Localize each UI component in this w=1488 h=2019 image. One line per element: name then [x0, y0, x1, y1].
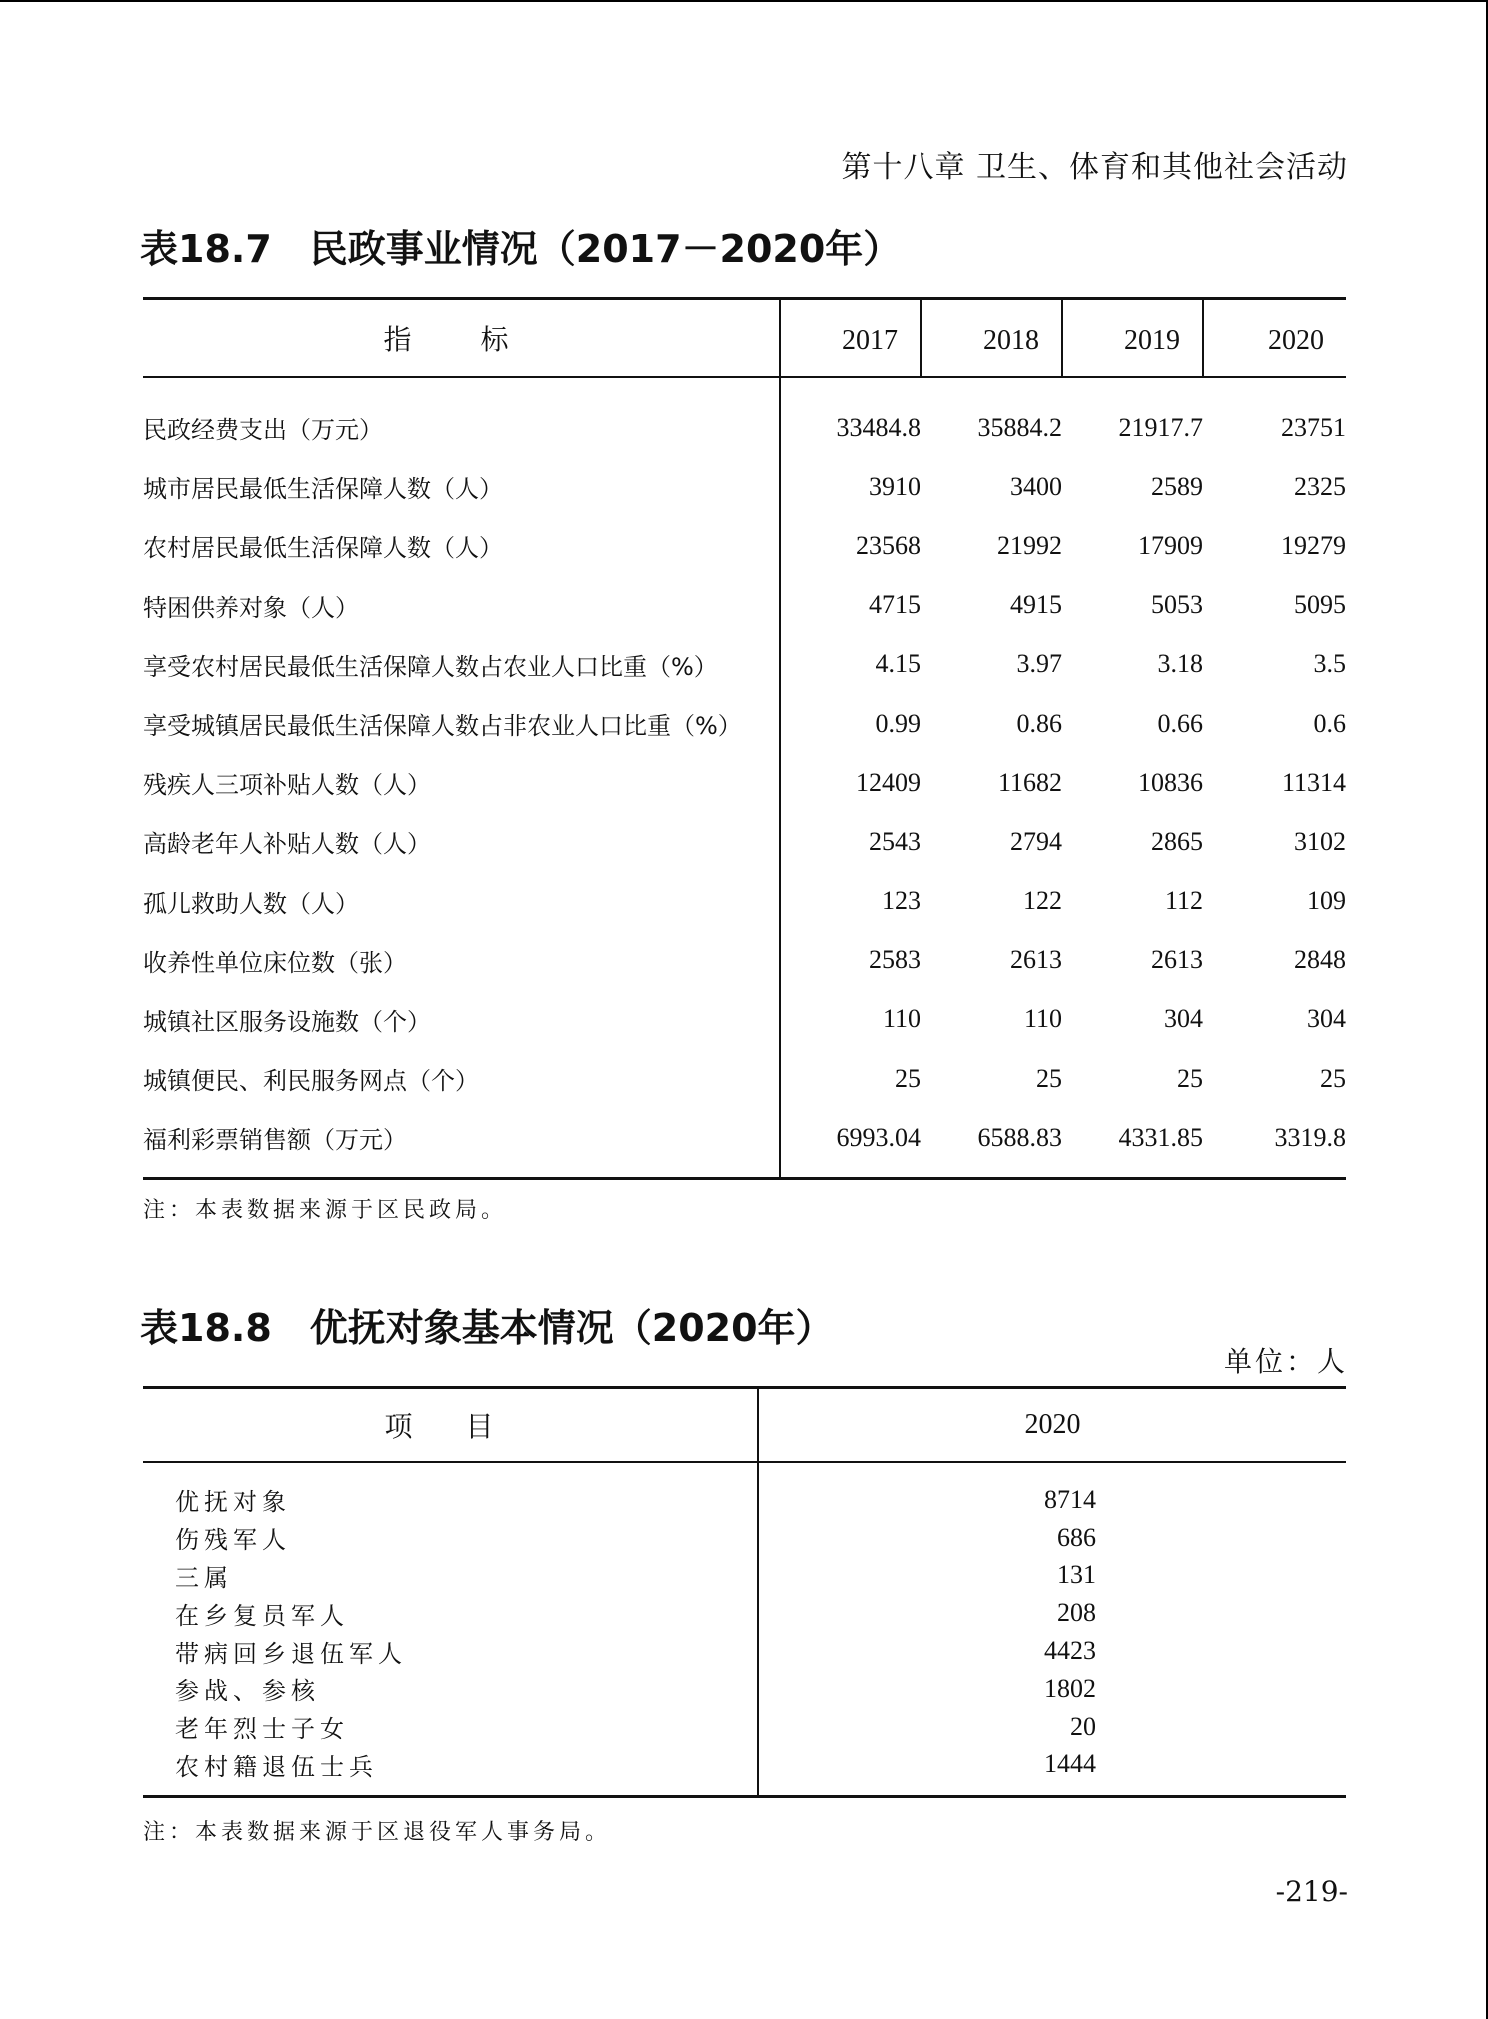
row-label: 伤残军人 — [143, 1519, 758, 1557]
cell-value: 123 — [882, 886, 921, 916]
special-care-table — [143, 1386, 1346, 1798]
row-label: 城镇便民、利民服务网点（个） — [143, 1049, 780, 1108]
table-row — [143, 1746, 1346, 1797]
row-label: 城镇社区服务设施数（个） — [143, 990, 780, 1049]
cell-value: 2325 — [1294, 471, 1346, 501]
year-header: 2020 — [758, 1388, 1346, 1463]
row-label: 享受城镇居民最低生活保障人数占非农业人口比重（%） — [143, 694, 780, 753]
table-row — [143, 1708, 1346, 1746]
row-label: 特困供养对象（人） — [143, 576, 780, 635]
table-row — [143, 1670, 1346, 1708]
table2-title — [140, 1297, 834, 1352]
table-row — [143, 635, 1346, 694]
cell-value: 2613 — [1151, 945, 1203, 975]
row-label: 老年烈士子女 — [143, 1708, 758, 1746]
cell-value: 21992 — [997, 530, 1062, 560]
table1-number: 表18.7 — [140, 227, 272, 271]
row-label: 孤儿救助人数（人） — [143, 872, 780, 931]
cell-value: 2583 — [869, 945, 921, 975]
year-header: 2017 — [780, 299, 921, 378]
cell-value: 1444 — [1044, 1749, 1096, 1779]
cell-value: 8714 — [1044, 1484, 1096, 1514]
row-label: 优抚对象 — [143, 1462, 758, 1519]
cell-value: 1802 — [1044, 1673, 1096, 1703]
cell-value: 3102 — [1294, 826, 1346, 856]
row-label: 享受农村居民最低生活保障人数占农业人口比重（%） — [143, 635, 780, 694]
cell-value: 4915 — [1010, 590, 1062, 620]
cell-value: 0.86 — [1016, 708, 1062, 738]
cell-value: 21917.7 — [1118, 412, 1203, 442]
cell-value: 2794 — [1010, 826, 1062, 856]
table1-title-text: 民政事业情况（2017－2020年） — [309, 227, 902, 271]
cell-value: 11682 — [997, 767, 1062, 797]
cell-value: 0.99 — [875, 708, 921, 738]
cell-value: 23751 — [1281, 412, 1346, 442]
row-label: 农村居民最低生活保障人数（人） — [143, 516, 780, 575]
table-row — [143, 457, 1346, 516]
table2-title-text: 优抚对象基本情况（2020年） — [309, 1306, 834, 1350]
table-row — [143, 990, 1346, 1049]
civil-affairs-table — [143, 297, 1346, 1180]
cell-value: 10836 — [1138, 767, 1203, 797]
year-header: 2019 — [1062, 299, 1203, 378]
cell-value: 19279 — [1281, 530, 1346, 560]
table-row — [143, 1049, 1346, 1108]
cell-value: 12409 — [856, 767, 921, 797]
row-label: 收养性单位床位数（张） — [143, 931, 780, 990]
cell-value: 0.66 — [1157, 708, 1203, 738]
table-row — [143, 1594, 1346, 1632]
row-label: 民政经费支出（万元） — [143, 377, 780, 457]
table2-unit: 单位：人 — [1223, 1345, 1348, 1378]
cell-value: 686 — [1057, 1522, 1096, 1552]
table2-number: 表18.8 — [140, 1306, 272, 1350]
row-label: 在乡复员军人 — [143, 1594, 758, 1632]
cell-value: 122 — [1023, 886, 1062, 916]
item-header: 项 目 — [143, 1388, 758, 1463]
table-row — [143, 516, 1346, 575]
cell-value: 4423 — [1044, 1636, 1096, 1666]
table2-header-row — [143, 1388, 1346, 1463]
page-top-border — [0, 0, 1488, 2]
cell-value: 110 — [882, 1004, 921, 1034]
cell-value: 25 — [1320, 1063, 1346, 1093]
table-row — [143, 872, 1346, 931]
chapter-header: 第十八章 卫生、体育和其他社会活动 — [841, 150, 1348, 185]
table2-note: 注：本表数据来源于区退役军人事务局。 — [143, 1820, 612, 1845]
cell-value: 6588.83 — [977, 1122, 1062, 1152]
table1-note: 注：本表数据来源于区民政局。 — [143, 1198, 508, 1223]
cell-value: 6993.04 — [836, 1122, 921, 1152]
page-number: -219- — [1275, 1875, 1348, 1908]
cell-value: 4.15 — [875, 649, 921, 679]
cell-value: 2613 — [1010, 945, 1062, 975]
cell-value: 33484.8 — [836, 412, 921, 442]
cell-value: 3.5 — [1313, 649, 1346, 679]
table1-title — [140, 218, 901, 273]
table-row — [143, 1557, 1346, 1595]
cell-value: 131 — [1057, 1560, 1096, 1590]
row-label: 福利彩票销售额（万元） — [143, 1108, 780, 1179]
cell-value: 4331.85 — [1118, 1122, 1203, 1152]
table-row — [143, 1519, 1346, 1557]
table-row — [143, 377, 1346, 457]
cell-value: 3319.8 — [1274, 1122, 1346, 1152]
row-label: 三属 — [143, 1557, 758, 1595]
cell-value: 11314 — [1281, 767, 1346, 797]
cell-value: 23568 — [856, 530, 921, 560]
cell-value: 304 — [1164, 1004, 1203, 1034]
cell-value: 35884.2 — [977, 412, 1062, 442]
row-label: 高龄老年人补贴人数（人） — [143, 812, 780, 871]
cell-value: 2865 — [1151, 826, 1203, 856]
cell-value: 109 — [1307, 886, 1346, 916]
year-header: 2018 — [921, 299, 1062, 378]
cell-value: 3400 — [1010, 471, 1062, 501]
cell-value: 0.6 — [1313, 708, 1346, 738]
row-label: 农村籍退伍士兵 — [143, 1746, 758, 1797]
year-header: 2020 — [1203, 299, 1346, 378]
cell-value: 304 — [1307, 1004, 1346, 1034]
table-row — [143, 694, 1346, 753]
cell-value: 25 — [1036, 1063, 1062, 1093]
table-row — [143, 1108, 1346, 1179]
cell-value: 5095 — [1294, 590, 1346, 620]
table-row — [143, 1632, 1346, 1670]
cell-value: 25 — [895, 1063, 921, 1093]
cell-value: 4715 — [869, 590, 921, 620]
row-label: 残疾人三项补贴人数（人） — [143, 753, 780, 812]
cell-value: 3.97 — [1016, 649, 1062, 679]
cell-value: 20 — [1070, 1711, 1096, 1741]
cell-value: 3.18 — [1157, 649, 1203, 679]
cell-value: 17909 — [1138, 530, 1203, 560]
table-row — [143, 753, 1346, 812]
cell-value: 3910 — [869, 471, 921, 501]
cell-value: 208 — [1057, 1598, 1096, 1628]
cell-value: 25 — [1177, 1063, 1203, 1093]
table-row — [143, 812, 1346, 871]
row-label: 带病回乡退伍军人 — [143, 1632, 758, 1670]
cell-value: 2848 — [1294, 945, 1346, 975]
table-row — [143, 576, 1346, 635]
indicator-header: 指 标 — [143, 299, 780, 378]
row-label: 城市居民最低生活保障人数（人） — [143, 457, 780, 516]
cell-value: 5053 — [1151, 590, 1203, 620]
cell-value: 110 — [1023, 1004, 1062, 1034]
cell-value: 112 — [1164, 886, 1203, 916]
cell-value: 2589 — [1151, 471, 1203, 501]
table1-header-row — [143, 299, 1346, 378]
row-label: 参战、参核 — [143, 1670, 758, 1708]
table-row — [143, 931, 1346, 990]
table-row — [143, 1462, 1346, 1519]
cell-value: 2543 — [869, 826, 921, 856]
